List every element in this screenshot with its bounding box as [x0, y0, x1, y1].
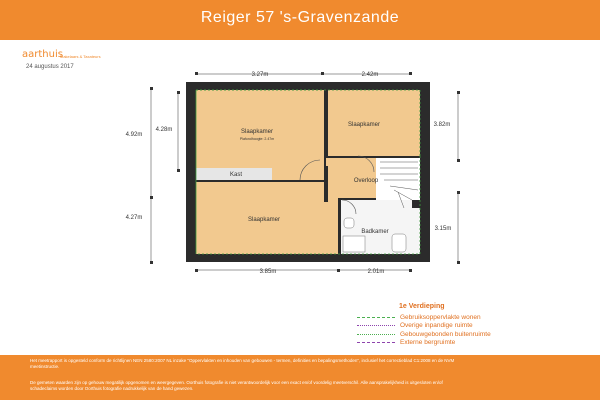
- legend-swatch: [357, 342, 395, 343]
- legend: [357, 303, 491, 347]
- room-label-overloop: Overloop: [353, 178, 379, 184]
- legend-label: Gebruiksoppervlakte wonen: [400, 313, 481, 321]
- legend-swatch: [357, 334, 395, 335]
- legend-label: Overige inpandige ruimte: [400, 322, 473, 330]
- legend-swatch: [357, 325, 395, 326]
- legend-swatch: [357, 317, 395, 318]
- logo-name: aarthuis: [22, 49, 63, 60]
- legend-item: [357, 313, 491, 322]
- legend-title: 1e Verdieping: [399, 303, 445, 310]
- footer-disclaimer-2: De gemeten waarden zijn op gehouw megatilijk opgenomen en weergegeven. Oorthuis fotografie is niet verantwoordelijk voor een exact en/of voordelig meetverschil. Alle aansprakelijkheid is uitgesloten en/of schadeclaims worden door Oorthuis fotografie nadrukkelijk van de hand gewezen.: [30, 380, 443, 391]
- legend-item: [357, 322, 491, 331]
- footer-disclaimer-1: Het meetrapport is opgesteld conform de richtlijnen NEN 2580:2007 NL inzake "Oppervlakten en inhouden van gebouwen - termen, definities en bepalingsmethoden", inclusief het correctieblad C1:2008 en de NVM meetinstructie.: [30, 358, 455, 369]
- report-date: 24 augustus 2017: [26, 64, 74, 70]
- dim-right-upper: 3.82m: [433, 122, 451, 128]
- dim-left-outer: 4.92m: [125, 132, 143, 138]
- legend-item: [357, 339, 491, 348]
- dim-top-left: 3.27m: [251, 72, 269, 78]
- room-label-kast: Kast: [229, 172, 243, 178]
- room-label-slaapkamer-2: Slaapkamer: [347, 122, 381, 128]
- dim-right-lower: 3.15m: [434, 226, 452, 232]
- room-label-slaapkamer-1: Slaapkamer: [240, 129, 274, 135]
- legend-label: Externe bergruimte: [400, 339, 456, 347]
- dim-top-right: 2.42m: [361, 72, 379, 78]
- legend-item: [357, 330, 491, 339]
- logo-subtitle: Makelaars & Taxateurs: [60, 54, 101, 59]
- room-label-badkamer: Badkamer: [361, 229, 389, 235]
- dim-bottom-left: 3.85m: [259, 269, 277, 275]
- dim-left-lower: 4.27m: [125, 215, 143, 221]
- legend-label: Gebouwgebonden buitenruimte: [400, 330, 491, 338]
- room-label-slaapkamer-3: Slaapkamer: [247, 217, 281, 223]
- corridor-floor: [272, 168, 324, 180]
- room-label-ceiling-height: Plafondhoogte: 2.47m: [239, 137, 275, 141]
- footer-banner: [0, 355, 600, 400]
- page-title: Reiger 57 's-Gravenzande: [200, 9, 400, 26]
- dim-bottom-right: 2.01m: [367, 269, 385, 275]
- dim-left-inner: 4.28m: [155, 127, 173, 133]
